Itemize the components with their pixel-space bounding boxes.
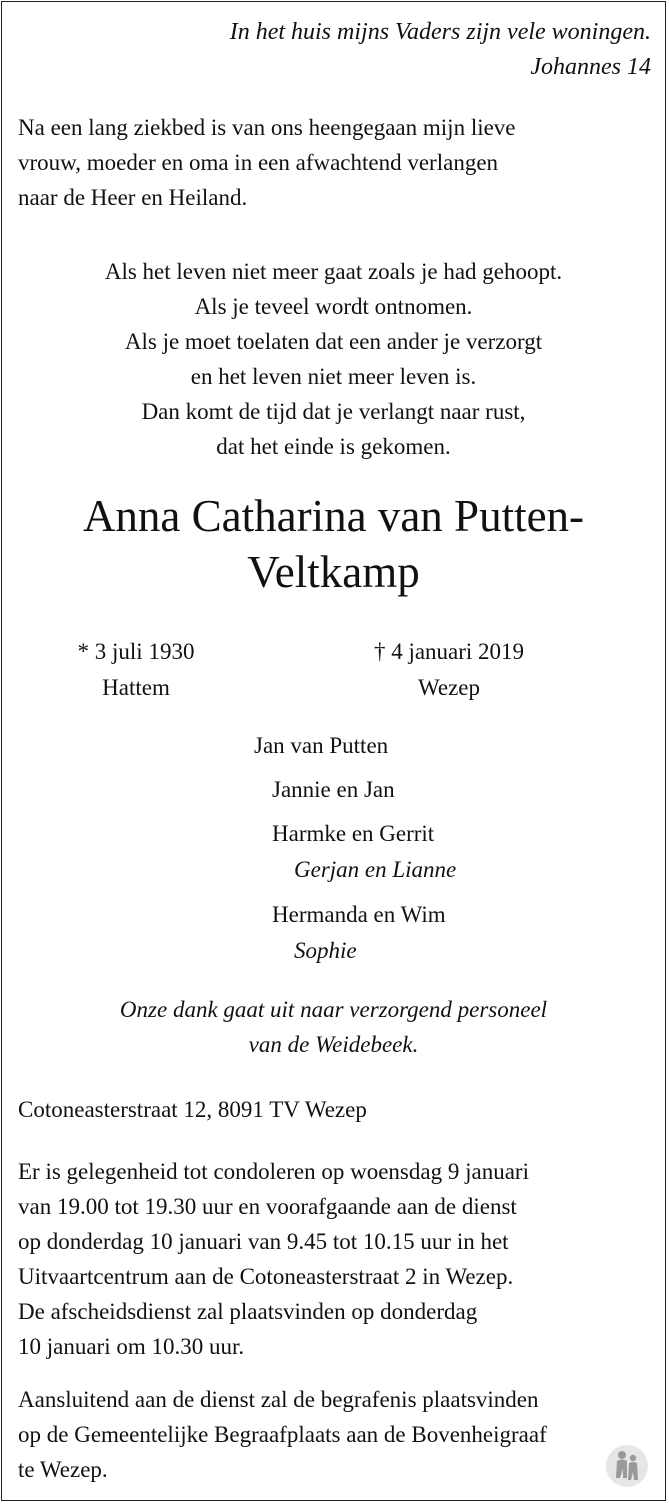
deceased-name-cont: Veltkamp [247,547,420,597]
poem-line: Dan komt de tijd dat je verlangt naar rust, [141,399,526,424]
mourning-figures-icon [605,1444,649,1488]
poem-line: Als je teveel wordt ontnomen. [194,294,473,319]
burial-line: Aansluitend aan de dienst zal de begrafenis plaatsvinden [18,1387,539,1412]
birth-place: Hattem [102,675,170,700]
poem-line: Als het leven niet meer gaat zoals je had gehoopt. [104,259,563,284]
thanks-line: Onze dank gaat uit naar verzorgend personeel [119,997,548,1022]
intro-line: naar de Heer en Heiland. [18,185,248,210]
condolence-line: De afscheidsdienst zal plaatsvinden op donderdag [18,1299,478,1324]
family-child: Jannie en Jan [272,777,395,802]
poem-line: dat het einde is gekomen. [216,434,451,459]
intro-line: vrouw, moeder en oma in een afwachtend verlangen [18,150,499,175]
death-date: † 4 januari 2019 [373,639,525,664]
family-child: Harmke en Gerrit [272,821,435,846]
intro-line: Na een lang ziekbed is van ons heengegaan mijn lieve [18,115,516,140]
burial-line: te Wezep. [18,1457,108,1482]
family-grandchildren: Gerjan en Lianne [294,857,457,882]
family-spouse: Jan van Putten [254,733,389,758]
family-grandchildren: Sophie [294,938,357,963]
burial-line: op de Gemeentelijke Begraafplaats aan de Bovenheigraaf [18,1422,547,1447]
poem-line: en het leven niet meer leven is. [190,364,477,389]
poem-line: Als je moet toelaten dat een ander je verzorgt [124,329,543,354]
condolence-line: 10 januari om 10.30 uur. [18,1334,245,1359]
home-address: Cotoneasterstraat 12, 8091 TV Wezep [18,1097,367,1122]
bible-quote: In het huis mijns Vaders zijn vele woningen. [229,19,651,45]
condolence-line: op donderdag 10 januari van 9.45 tot 10.15 uur in het [18,1229,509,1254]
condolence-line: Uitvaartcentrum aan de Cotoneasterstraat 2 in Wezep. [18,1264,514,1289]
condolence-line: Er is gelegenheid tot condoleren op woensdag 9 januari [18,1159,529,1184]
birth-date: * 3 juli 1930 [77,639,195,664]
thanks-line: van de Weidebeek. [248,1032,419,1057]
quote-source: Johannes 14 [530,54,651,80]
family-child: Hermanda en Wim [272,902,446,927]
condolence-line: van 19.00 tot 19.30 uur en voorafgaande aan de dienst [18,1194,517,1219]
obituary-notice [1,1,666,1501]
death-place: Wezep [418,675,480,700]
deceased-name: Anna Catharina van Putten- [82,491,585,541]
